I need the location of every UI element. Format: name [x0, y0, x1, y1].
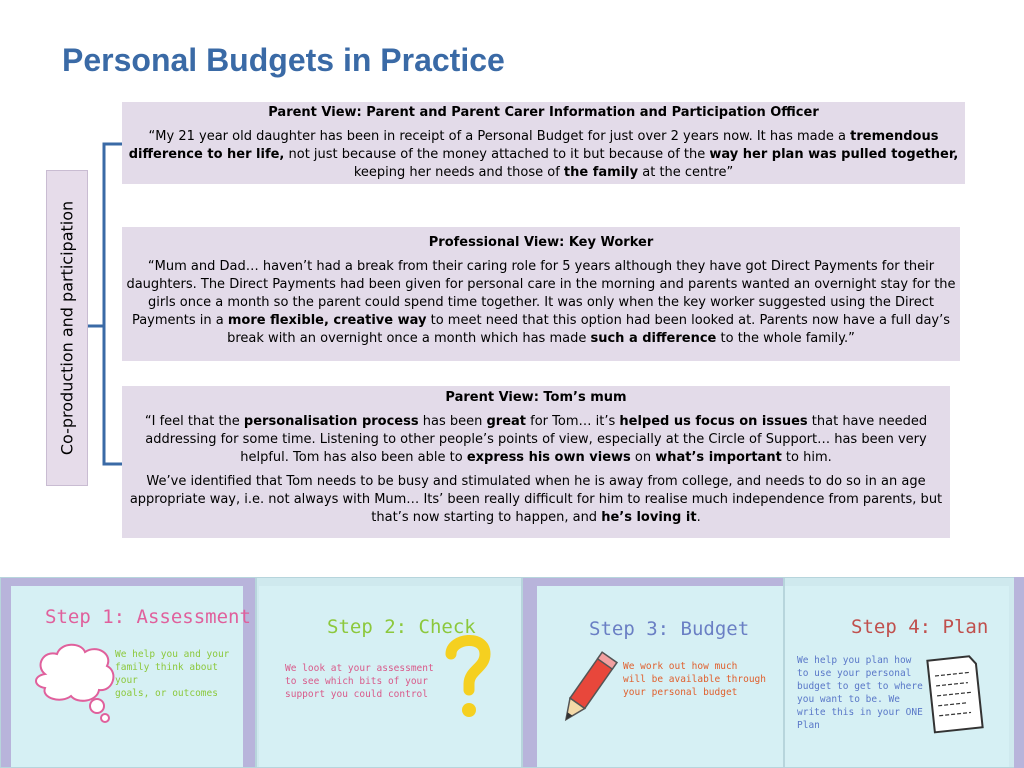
step-title: Step 1: Assessment [45, 606, 251, 628]
question-mark-icon [443, 632, 493, 722]
panel-heading: Professional View: Key Worker [428, 235, 654, 250]
pencil-icon [551, 646, 621, 736]
sidebar-label-box [46, 170, 88, 486]
sidebar-label: Co-production and participation [57, 200, 77, 456]
quote-panel-parent-officer [122, 102, 965, 184]
step-text: We work out how much will be available through your personal budget [623, 661, 766, 698]
step-card-assessment [0, 577, 256, 768]
thought-cloud-icon [25, 636, 125, 726]
bracket-connector [86, 140, 126, 470]
step-text: We help you plan how to use your personal budget to get to where you want to be. We write this in your ONE Plan [797, 655, 923, 731]
panel-quote: “My 21 year old daughter has been in receipt of a Personal Budget for just over 2 years now. It has made a tremendous difference to her life, not just because of the money attached to it but because of the way her plan was pulled together, keeping her needs and those of the family at the centre” [128, 129, 959, 180]
page-title: Personal Budgets in Practice [62, 42, 505, 78]
steps-strip [0, 577, 1024, 768]
step-title: Step 3: Budget [589, 618, 750, 640]
step-card-plan [784, 577, 1024, 768]
strip-edge [1014, 577, 1024, 768]
step-title: Step 2: Check [327, 616, 476, 638]
panel-heading: Parent View: Tom’s mum [445, 390, 627, 405]
quote-panel-key-worker [122, 227, 960, 361]
quote-panel-toms-mum [122, 386, 950, 538]
step-text: We look at your assessment to see which bits of your support you could control [285, 663, 434, 700]
step-title: Step 4: Plan [851, 616, 989, 638]
step-text: We help you and your family think about your goals, or outcomes [115, 649, 230, 699]
panel-quote: “I feel that the personalisation process has been great for Tom… it’s helped us focus on issues that have needed addressing for some time. Listening to other people’s points of view, especially at the Circle of Support… has been very helpful. Tom has also been able to express his own views on what’s important to him. [144, 414, 928, 465]
step-card-budget [522, 577, 784, 768]
step-card-check [256, 577, 522, 768]
document-icon [925, 652, 985, 736]
panel-quote: “Mum and Dad… haven’t had a break from their caring role for 5 years although they have got Direct Payments for their daughters. The Direct Payments had been given for personal care in the morning and parents wanted an overnight stay for the girls once a month so the parent could spend time together. It was only when the key worker suggested using the Direct Payments in a more flexible, creative way to meet need that this option had been looked at. Parents now have a full day’s break with an overnight once a month which has made such a difference to the whole family.” [126, 259, 956, 346]
panel-heading: Parent View: Parent and Parent Carer Information and Participation Officer [268, 105, 819, 120]
panel-quote-continued: We’ve identified that Tom needs to be busy and stimulated when he is away from college, and needs to do so in an age appropriate way, i.e. not always with Mum… Its’ been really difficult for him to realise much independence from parents, but that’s now starting to happen, and he’s loving it. [129, 474, 943, 525]
